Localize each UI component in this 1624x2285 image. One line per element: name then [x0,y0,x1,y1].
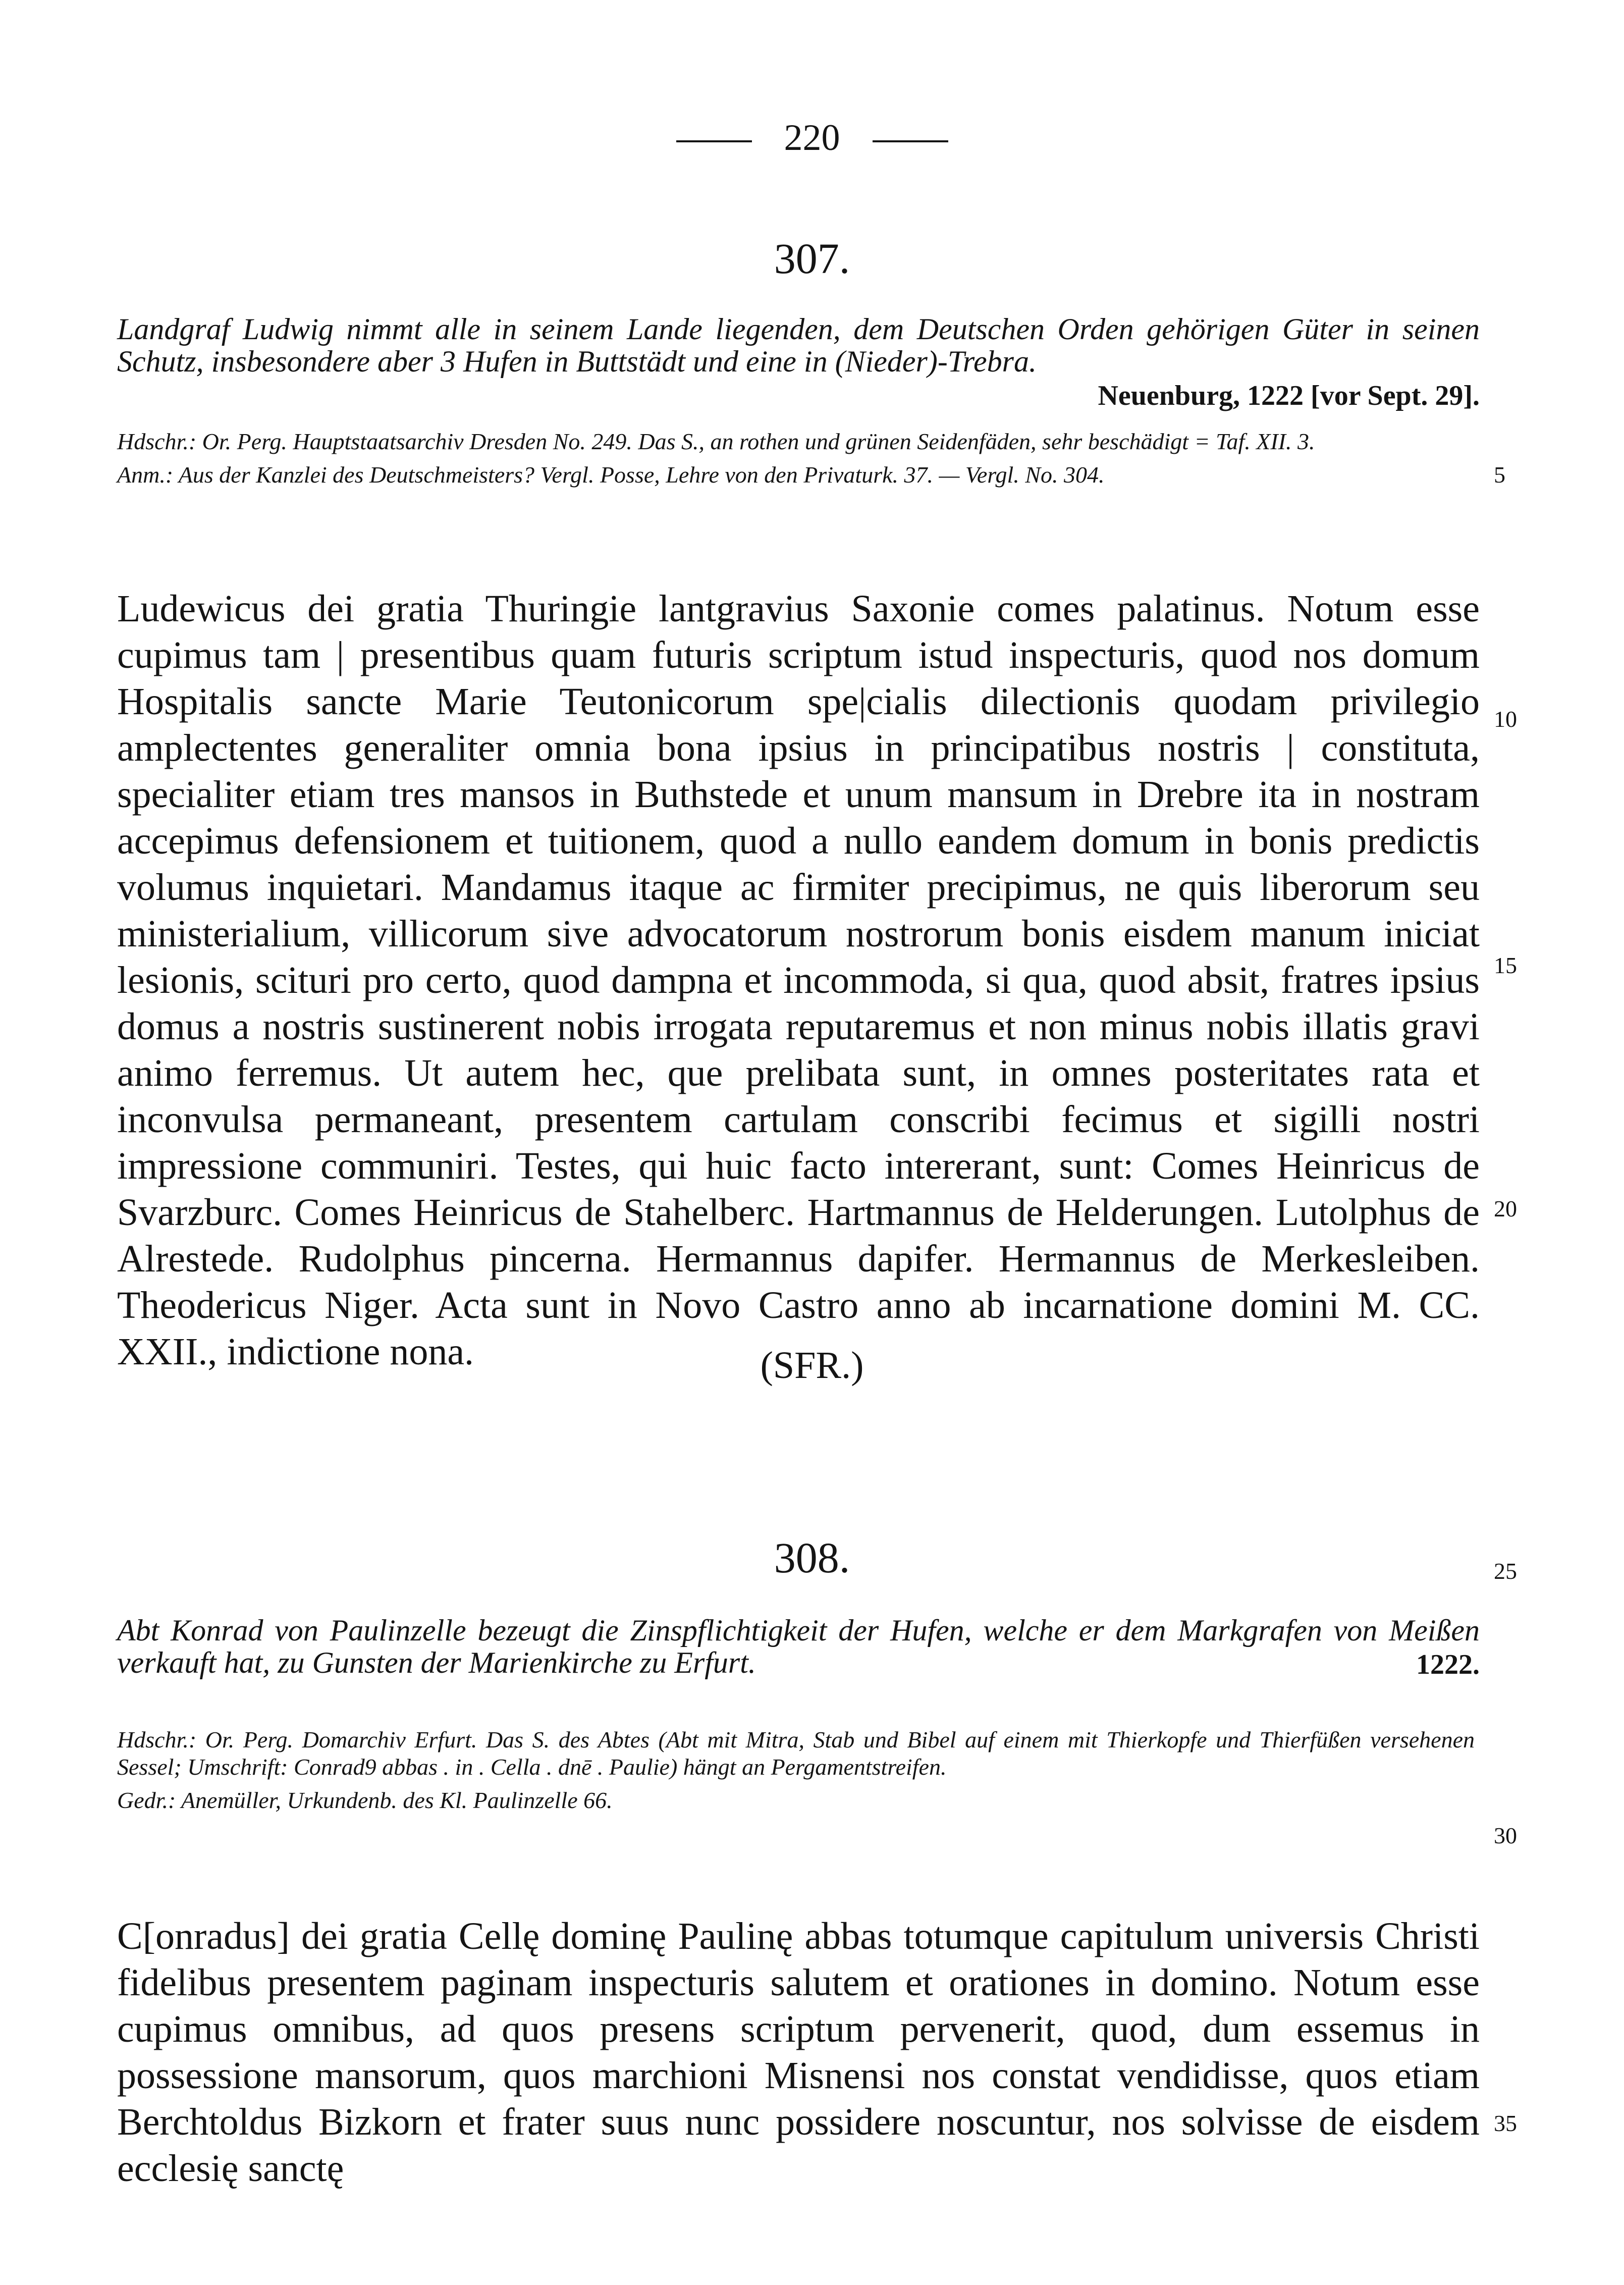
seal-notation: (SFR.) [760,1344,864,1387]
apparatus-print: Gedr.: Anemüller, Urkundenb. des Kl. Paulinzelle 66. [117,1787,613,1813]
critical-apparatus [117,428,1475,495]
header-rule-left [676,140,752,142]
critical-apparatus [117,1726,1475,1820]
line-number: 20 [1494,1196,1517,1221]
line-number: 10 [1494,706,1517,732]
document-dateline: Neuenburg, 1222 [vor Sept. 29]. [1098,380,1480,411]
apparatus-manuscript: Hdschr.: Or. Perg. Hauptstaatsarchiv Dresden No. 249. Das S., an rothen und grünen Seidenfäden, sehr beschädigt = Taf. XII. 3. [117,429,1315,454]
document-regest: Landgraf Ludwig nimmt alle in seinem Lande liegenden, dem Deutschen Orden gehörigen Güter in seinen Schutz, insbesondere aber 3 Hufen in Buttstädt und eine in (Nieder)-Trebra. [117,312,1480,378]
apparatus-manuscript: Hdschr.: Or. Perg. Domarchiv Erfurt. Das S. des Abtes (Abt mit Mitra, Stab und Bibel auf einem mit Thierkopfe und Thierfüßen versehenen Sessel; Umschrift: Conrad9 abbas . in . Cella . dnē . Paulie) hängt an Pergamentstreifen. [117,1727,1475,1780]
line-number: 30 [1494,1823,1517,1848]
charter-paragraph: C[onradus] dei gratia Cellę dominę Paulinę abbas totumque capitulum universis Christi fidelibus presentem paginam inspecturis salutem et orationes in domino. Notum esse cupimus omnibus, ad quos presens scriptum pervenerit, quod, dum essemus in possessione mansorum, quos marchioni Misnensi nos constat vendidisse, quos etiam Berchtoldus Bizkorn et frater suus nunc possidere noscuntur, nos solvisse de eisdem ecclesię sanctę [117,1915,1480,2190]
charter-text [117,586,1480,1375]
document-number: 308. [774,1533,850,1582]
header-rule-right [873,140,948,142]
line-number: 5 [1494,462,1505,488]
apparatus-note: Anm.: Aus der Kanzlei des Deutschmeisters? Vergl. Posse, Lehre von den Privaturk. 37. — Vergl. No. 304. [117,462,1105,488]
page-header [0,115,1624,161]
charter-text [117,1913,1480,2192]
line-number: 25 [1494,1558,1517,1584]
line-number: 35 [1494,2110,1517,2136]
document-regest: Abt Konrad von Paulinzelle bezeugt die Zinspflichtigkeit der Hufen, welche er dem Markgrafen von Meißen verkauft hat, zu Gunsten der Marienkirche zu Erfurt. [117,1614,1480,1679]
page-number: 220 [784,117,840,158]
charter-paragraph: Ludewicus dei gratia Thuringie lantgravius Saxonie comes palatinus. Notum esse cupimus tam | presentibus quam futuris scriptum istud inspecturis, quod nos domum Hospitalis sancte Marie Teutonicorum spe|cialis dilectionis quodam privilegio amplectentes generaliter omnia bona ipsius in principatibus nostris | constituta, specialiter etiam tres mansos in Buthstede et unum mansum in Drebre ita in nostram accepimus defensionem et tuitionem, quod a nullo eandem domum in bonis predictis volumus inquietari. Mandamus itaque ac firmiter precipimus, ne quis liberorum seu ministerialium, villicorum sive advocatorum nostrorum bonis eisdem manum iniciat lesionis, scituri pro certo, quod dampna et incommoda, si qua, quod absit, fratres ipsius domus a nostris sustinerent nobis irrogata reputaremus et non minus nobis illatis gravi animo ferremus. Ut autem hec, que prelibata sunt, in omnes posteritates rata et inconvulsa permaneant, presentem cartulam conscribi fecimus et sigilli nostri impressione communiri. Testes, qui huic facto intererant, sunt: Comes Heinricus de Svarzburc. Comes Heinricus de Stahelberc. Hartmannus de Helderungen. Lutolphus de Alrestede. Rudolphus pincerna. Hermannus dapifer. Hermannus de Merkesleiben. Theodericus Niger. Acta sunt in Novo Castro anno ab incarnatione domini M. CC. XXII., indictione nona. [117,588,1480,1373]
document-number: 307. [774,234,850,283]
line-number: 15 [1494,952,1517,978]
document-dateline: 1222. [1416,1649,1480,1680]
